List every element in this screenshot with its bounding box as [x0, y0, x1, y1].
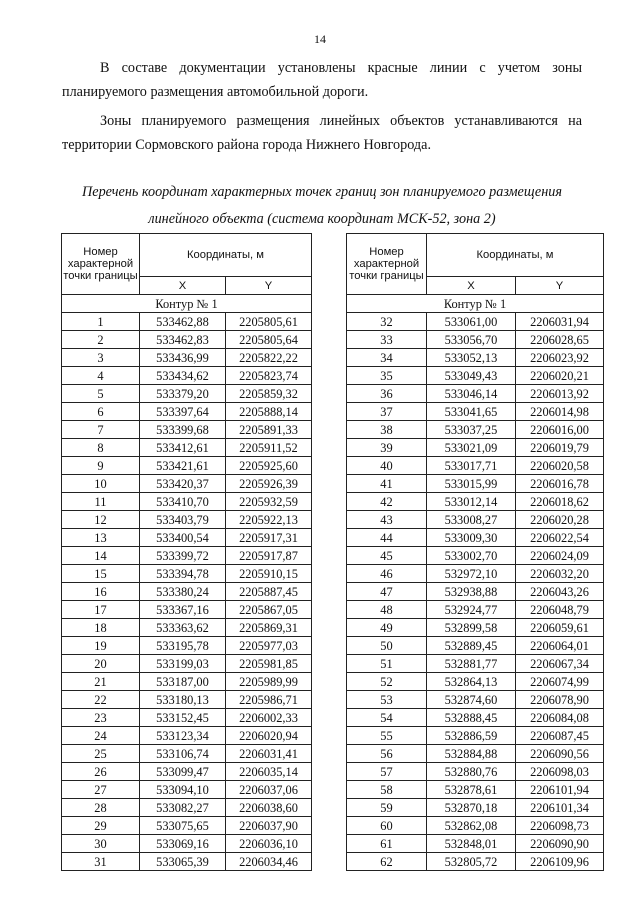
page-number: 14 [314, 32, 326, 46]
y-coordinate-cell: 2206024,09 [516, 547, 604, 565]
x-coordinate-cell: 533462,83 [140, 331, 226, 349]
table-row [62, 637, 312, 655]
x-coordinate-cell: 533421,61 [140, 457, 226, 475]
table-row [347, 619, 604, 637]
x-coordinate-cell: 533046,14 [427, 385, 516, 403]
x-coordinate-cell: 533403,79 [140, 511, 226, 529]
table-row [347, 457, 604, 475]
x-coordinate-cell: 532862,08 [427, 817, 516, 835]
y-coordinate-cell: 2205911,52 [226, 439, 312, 457]
table-row [347, 367, 604, 385]
x-header: X [427, 277, 516, 295]
table-row [62, 349, 312, 367]
table-caption: Перечень координат характерных точек границ зон планируемого размещения линейного объекта (система координат МСК-52, зона 2) [82, 184, 562, 227]
table-row [62, 403, 312, 421]
x-coordinate-cell: 533187,00 [140, 673, 226, 691]
x-coordinate-cell: 533037,25 [427, 421, 516, 439]
y-coordinate-cell: 2205981,85 [226, 655, 312, 673]
x-coordinate-cell: 533061,00 [427, 313, 516, 331]
table-row [62, 493, 312, 511]
y-coordinate-cell: 2206067,34 [516, 655, 604, 673]
x-coordinate-cell: 533412,61 [140, 439, 226, 457]
x-header: X [140, 277, 226, 295]
table-row [347, 853, 604, 871]
y-coordinate-cell: 2205888,14 [226, 403, 312, 421]
x-coordinate-cell: 532881,77 [427, 655, 516, 673]
table-row [347, 529, 604, 547]
table-row [62, 601, 312, 619]
y-coordinate-cell: 2206023,92 [516, 349, 604, 367]
point-number-cell: 28 [62, 799, 140, 817]
point-number-cell: 43 [347, 511, 427, 529]
point-number-cell: 16 [62, 583, 140, 601]
table-row [62, 763, 312, 781]
y-coordinate-cell: 2205867,05 [226, 601, 312, 619]
point-number-cell: 36 [347, 385, 427, 403]
table-row [62, 727, 312, 745]
point-number-cell: 38 [347, 421, 427, 439]
table-row [62, 619, 312, 637]
point-number-cell: 1 [62, 313, 140, 331]
table-row [62, 565, 312, 583]
table-row [347, 313, 604, 331]
table-row [347, 601, 604, 619]
y-header: Y [516, 277, 604, 295]
point-number-cell: 47 [347, 583, 427, 601]
point-number-header: Номер характерной точки границы [62, 234, 140, 295]
point-number-cell: 11 [62, 493, 140, 511]
y-coordinate-cell: 2206084,08 [516, 709, 604, 727]
table-row [347, 835, 604, 853]
x-coordinate-cell: 533075,65 [140, 817, 226, 835]
x-coordinate-cell: 533380,24 [140, 583, 226, 601]
point-number-cell: 39 [347, 439, 427, 457]
x-coordinate-cell: 533410,70 [140, 493, 226, 511]
point-number-cell: 62 [347, 853, 427, 871]
point-number-cell: 58 [347, 781, 427, 799]
y-coordinate-cell: 2205805,64 [226, 331, 312, 349]
x-coordinate-cell: 532848,01 [427, 835, 516, 853]
point-number-cell: 25 [62, 745, 140, 763]
y-coordinate-cell: 2206020,58 [516, 457, 604, 475]
point-number-cell: 46 [347, 565, 427, 583]
table-row [347, 709, 604, 727]
x-coordinate-cell: 533199,03 [140, 655, 226, 673]
table-row [62, 475, 312, 493]
x-coordinate-cell: 532888,45 [427, 709, 516, 727]
y-coordinate-cell: 2206020,28 [516, 511, 604, 529]
x-coordinate-cell: 533056,70 [427, 331, 516, 349]
point-number-cell: 49 [347, 619, 427, 637]
y-coordinate-cell: 2206090,56 [516, 745, 604, 763]
point-number-cell: 33 [347, 331, 427, 349]
y-coordinate-cell: 2206059,61 [516, 619, 604, 637]
point-number-cell: 41 [347, 475, 427, 493]
table-row [347, 547, 604, 565]
y-coordinate-cell: 2206074,99 [516, 673, 604, 691]
point-number-cell: 40 [347, 457, 427, 475]
x-coordinate-cell: 533065,39 [140, 853, 226, 871]
y-coordinate-cell: 2205887,45 [226, 583, 312, 601]
x-coordinate-cell: 533180,13 [140, 691, 226, 709]
x-coordinate-cell: 533099,47 [140, 763, 226, 781]
table-row [62, 313, 312, 331]
point-number-cell: 50 [347, 637, 427, 655]
table-row [347, 511, 604, 529]
point-number-cell: 37 [347, 403, 427, 421]
table-row [62, 709, 312, 727]
point-number-cell: 31 [62, 853, 140, 871]
point-number-cell: 35 [347, 367, 427, 385]
table-row [62, 385, 312, 403]
y-coordinate-cell: 2206031,94 [516, 313, 604, 331]
table-row [62, 439, 312, 457]
y-coordinate-cell: 2206032,20 [516, 565, 604, 583]
y-header: Y [226, 277, 312, 295]
y-coordinate-cell: 2206016,00 [516, 421, 604, 439]
point-number-cell: 61 [347, 835, 427, 853]
table-row [62, 583, 312, 601]
table-row [347, 655, 604, 673]
y-coordinate-cell: 2206031,41 [226, 745, 312, 763]
table-row [62, 529, 312, 547]
contour-label: Контур № 1 [347, 295, 604, 313]
point-number-cell: 54 [347, 709, 427, 727]
point-number-cell: 14 [62, 547, 140, 565]
point-number-cell: 5 [62, 385, 140, 403]
y-coordinate-cell: 2206078,90 [516, 691, 604, 709]
point-number-cell: 3 [62, 349, 140, 367]
point-number-cell: 55 [347, 727, 427, 745]
x-coordinate-cell: 533367,16 [140, 601, 226, 619]
table-row [347, 475, 604, 493]
x-coordinate-cell: 533052,13 [427, 349, 516, 367]
x-coordinate-cell: 532972,10 [427, 565, 516, 583]
table-row [62, 655, 312, 673]
x-coordinate-cell: 533017,71 [427, 457, 516, 475]
y-coordinate-cell: 2206020,21 [516, 367, 604, 385]
y-coordinate-cell: 2206101,94 [516, 781, 604, 799]
x-coordinate-cell: 533008,27 [427, 511, 516, 529]
y-coordinate-cell: 2206038,60 [226, 799, 312, 817]
x-coordinate-cell: 532880,76 [427, 763, 516, 781]
point-number-cell: 45 [347, 547, 427, 565]
table-row [347, 763, 604, 781]
x-coordinate-cell: 533434,62 [140, 367, 226, 385]
table-row [62, 331, 312, 349]
x-coordinate-cell: 533049,43 [427, 367, 516, 385]
table-row [347, 439, 604, 457]
x-coordinate-cell: 533009,30 [427, 529, 516, 547]
x-coordinate-cell: 533041,65 [427, 403, 516, 421]
x-coordinate-cell: 533394,78 [140, 565, 226, 583]
x-coordinate-cell: 532886,59 [427, 727, 516, 745]
x-coordinate-cell: 533399,68 [140, 421, 226, 439]
y-coordinate-cell: 2205823,74 [226, 367, 312, 385]
table-row [347, 583, 604, 601]
x-coordinate-cell: 533399,72 [140, 547, 226, 565]
x-coordinate-cell: 533002,70 [427, 547, 516, 565]
point-number-cell: 17 [62, 601, 140, 619]
point-number-cell: 60 [347, 817, 427, 835]
y-coordinate-cell: 2206035,14 [226, 763, 312, 781]
point-number-cell: 19 [62, 637, 140, 655]
y-coordinate-cell: 2205822,22 [226, 349, 312, 367]
y-coordinate-cell: 2206098,03 [516, 763, 604, 781]
table-row [347, 565, 604, 583]
y-coordinate-cell: 2206098,73 [516, 817, 604, 835]
table-row [62, 817, 312, 835]
table-row [347, 403, 604, 421]
table-row [347, 799, 604, 817]
table-row [347, 385, 604, 403]
table-row [62, 457, 312, 475]
y-coordinate-cell: 2205922,13 [226, 511, 312, 529]
y-coordinate-cell: 2206048,79 [516, 601, 604, 619]
x-coordinate-cell: 532805,72 [427, 853, 516, 871]
point-number-cell: 56 [347, 745, 427, 763]
y-coordinate-cell: 2206101,34 [516, 799, 604, 817]
point-number-cell: 42 [347, 493, 427, 511]
x-coordinate-cell: 533106,74 [140, 745, 226, 763]
point-number-cell: 59 [347, 799, 427, 817]
point-number-cell: 10 [62, 475, 140, 493]
coordinates-table-left [61, 233, 312, 871]
point-number-cell: 22 [62, 691, 140, 709]
y-coordinate-cell: 2206013,92 [516, 385, 604, 403]
table-row [347, 673, 604, 691]
x-coordinate-cell: 533152,45 [140, 709, 226, 727]
x-coordinate-cell: 533400,54 [140, 529, 226, 547]
point-number-cell: 48 [347, 601, 427, 619]
table-row [62, 511, 312, 529]
y-coordinate-cell: 2206014,98 [516, 403, 604, 421]
table-row [62, 421, 312, 439]
point-number-cell: 20 [62, 655, 140, 673]
point-number-cell: 44 [347, 529, 427, 547]
y-coordinate-cell: 2206037,06 [226, 781, 312, 799]
y-coordinate-cell: 2205805,61 [226, 313, 312, 331]
point-number-cell: 57 [347, 763, 427, 781]
y-coordinate-cell: 2205926,39 [226, 475, 312, 493]
x-coordinate-cell: 533420,37 [140, 475, 226, 493]
x-coordinate-cell: 533069,16 [140, 835, 226, 853]
coordinates-table-right [346, 233, 604, 871]
x-coordinate-cell: 533015,99 [427, 475, 516, 493]
x-coordinate-cell: 533012,14 [427, 493, 516, 511]
table-row [347, 781, 604, 799]
point-number-cell: 15 [62, 565, 140, 583]
y-coordinate-cell: 2206020,94 [226, 727, 312, 745]
x-coordinate-cell: 533436,99 [140, 349, 226, 367]
table-row [347, 493, 604, 511]
y-coordinate-cell: 2206037,90 [226, 817, 312, 835]
point-number-cell: 21 [62, 673, 140, 691]
contour-label: Контур № 1 [62, 295, 312, 313]
point-number-cell: 23 [62, 709, 140, 727]
point-number-cell: 8 [62, 439, 140, 457]
table-row [347, 745, 604, 763]
y-coordinate-cell: 2205910,15 [226, 565, 312, 583]
table-row [347, 691, 604, 709]
y-coordinate-cell: 2206090,90 [516, 835, 604, 853]
x-coordinate-cell: 533462,88 [140, 313, 226, 331]
y-coordinate-cell: 2206019,79 [516, 439, 604, 457]
point-number-header: Номер характерной точки границы [347, 234, 427, 295]
y-coordinate-cell: 2205925,60 [226, 457, 312, 475]
y-coordinate-cell: 2206002,33 [226, 709, 312, 727]
point-number-cell: 18 [62, 619, 140, 637]
y-coordinate-cell: 2206018,62 [516, 493, 604, 511]
y-coordinate-cell: 2206064,01 [516, 637, 604, 655]
y-coordinate-cell: 2206109,96 [516, 853, 604, 871]
point-number-cell: 6 [62, 403, 140, 421]
table-row [62, 745, 312, 763]
table-row [62, 799, 312, 817]
y-coordinate-cell: 2206087,45 [516, 727, 604, 745]
x-coordinate-cell: 532874,60 [427, 691, 516, 709]
x-coordinate-cell: 533363,62 [140, 619, 226, 637]
table-row [62, 835, 312, 853]
table-row [347, 349, 604, 367]
paragraph-placement-zones: Зоны планируемого размещения линейных объектов устанавливаются на территории Сормовского района города Нижнего Новгорода. [62, 113, 582, 153]
point-number-cell: 53 [347, 691, 427, 709]
y-coordinate-cell: 2206022,54 [516, 529, 604, 547]
coordinates-header: Координаты, м [427, 234, 604, 277]
point-number-cell: 32 [347, 313, 427, 331]
table-row [62, 853, 312, 871]
y-coordinate-cell: 2205917,87 [226, 547, 312, 565]
x-coordinate-cell: 533123,34 [140, 727, 226, 745]
y-coordinate-cell: 2205859,32 [226, 385, 312, 403]
y-coordinate-cell: 2206034,46 [226, 853, 312, 871]
y-coordinate-cell: 2206028,65 [516, 331, 604, 349]
table-row [347, 331, 604, 349]
x-coordinate-cell: 533094,10 [140, 781, 226, 799]
table-row [347, 727, 604, 745]
x-coordinate-cell: 532899,58 [427, 619, 516, 637]
y-coordinate-cell: 2205977,03 [226, 637, 312, 655]
x-coordinate-cell: 532924,77 [427, 601, 516, 619]
y-coordinate-cell: 2205986,71 [226, 691, 312, 709]
table-row [62, 781, 312, 799]
x-coordinate-cell: 533021,09 [427, 439, 516, 457]
x-coordinate-cell: 532870,18 [427, 799, 516, 817]
x-coordinate-cell: 532889,45 [427, 637, 516, 655]
table-row [62, 673, 312, 691]
y-coordinate-cell: 2206036,10 [226, 835, 312, 853]
x-coordinate-cell: 533195,78 [140, 637, 226, 655]
x-coordinate-cell: 533397,64 [140, 403, 226, 421]
coordinates-header: Координаты, м [140, 234, 312, 277]
y-coordinate-cell: 2206016,78 [516, 475, 604, 493]
point-number-cell: 2 [62, 331, 140, 349]
point-number-cell: 34 [347, 349, 427, 367]
table-row [347, 637, 604, 655]
point-number-cell: 29 [62, 817, 140, 835]
point-number-cell: 30 [62, 835, 140, 853]
y-coordinate-cell: 2205989,99 [226, 673, 312, 691]
y-coordinate-cell: 2205917,31 [226, 529, 312, 547]
point-number-cell: 24 [62, 727, 140, 745]
x-coordinate-cell: 532864,13 [427, 673, 516, 691]
point-number-cell: 13 [62, 529, 140, 547]
x-coordinate-cell: 533379,20 [140, 385, 226, 403]
y-coordinate-cell: 2206043,26 [516, 583, 604, 601]
point-number-cell: 9 [62, 457, 140, 475]
point-number-cell: 4 [62, 367, 140, 385]
table-row [62, 691, 312, 709]
point-number-cell: 52 [347, 673, 427, 691]
point-number-cell: 12 [62, 511, 140, 529]
point-number-cell: 26 [62, 763, 140, 781]
paragraph-red-lines: В составе документации установлены красные линии с учетом зоны планируемого размещения автомобильной дороги. [62, 60, 582, 100]
point-number-cell: 7 [62, 421, 140, 439]
x-coordinate-cell: 533082,27 [140, 799, 226, 817]
x-coordinate-cell: 532884,88 [427, 745, 516, 763]
x-coordinate-cell: 532878,61 [427, 781, 516, 799]
point-number-cell: 27 [62, 781, 140, 799]
y-coordinate-cell: 2205891,33 [226, 421, 312, 439]
table-row [62, 547, 312, 565]
y-coordinate-cell: 2205869,31 [226, 619, 312, 637]
y-coordinate-cell: 2205932,59 [226, 493, 312, 511]
table-row [347, 421, 604, 439]
table-row [347, 817, 604, 835]
table-row [62, 367, 312, 385]
x-coordinate-cell: 532938,88 [427, 583, 516, 601]
point-number-cell: 51 [347, 655, 427, 673]
